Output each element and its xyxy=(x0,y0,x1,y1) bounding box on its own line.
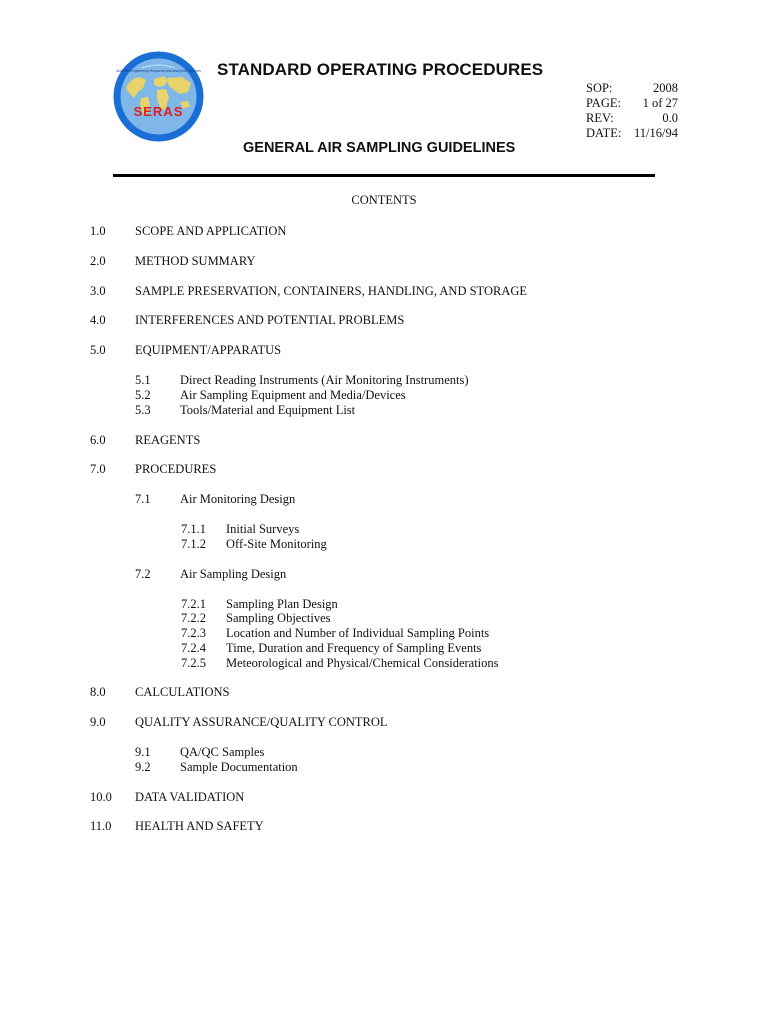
meta-page: PAGE: 1 of 27 xyxy=(586,96,678,110)
contents-heading: CONTENTS xyxy=(351,193,417,207)
document-title: STANDARD OPERATING PROCEDURES xyxy=(217,60,544,79)
document-subtitle: GENERAL AIR SAMPLING GUIDELINES xyxy=(243,140,516,156)
logo-text: SERAS xyxy=(133,104,184,119)
meta-date: DATE: 11/16/94 xyxy=(586,126,678,140)
seras-logo xyxy=(112,50,205,143)
header-divider xyxy=(113,174,655,177)
meta-sop: SOP: 2008 xyxy=(586,81,678,95)
meta-rev: REV: 0.0 xyxy=(586,111,678,125)
logo-tagline: Scientific Engineering Response and Analytical Services xyxy=(116,69,201,73)
document-meta xyxy=(586,81,678,141)
